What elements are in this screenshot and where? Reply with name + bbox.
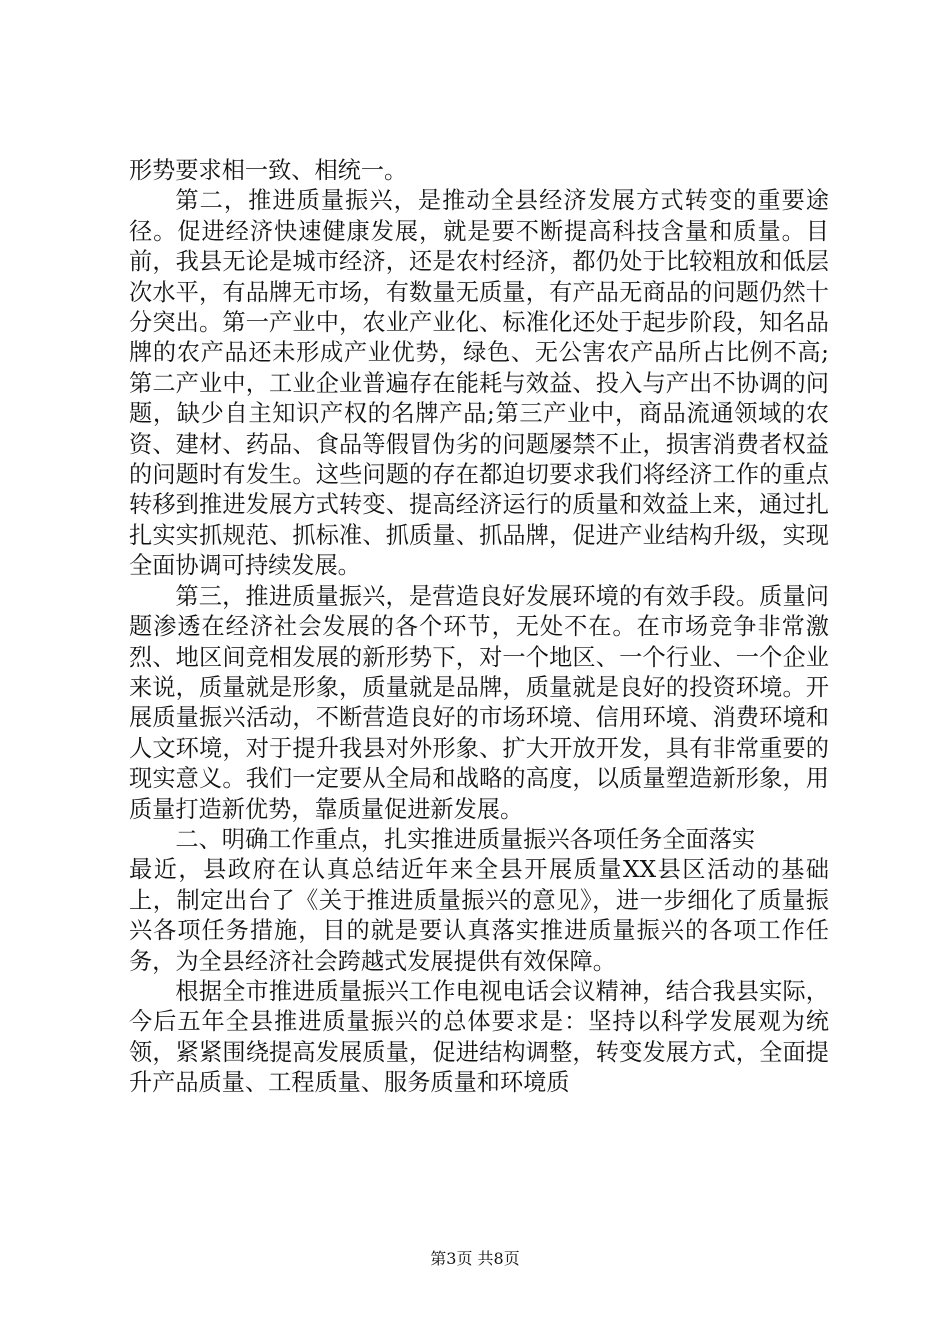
paragraph-1: 形势要求相一致、相统一。	[129, 157, 408, 184]
paragraph-4: 最近，县政府在认真总结近年来全县开展质量XX县区活动的基础上，制定出台了《关于推进质量振兴的意见》，进一步细化了质量振兴各项任务措施，目的就是要认真落实推进质量振兴的各项工作任务，为全县经济社会跨越式发展提供有效保障。	[129, 856, 829, 975]
paragraph-5: 根据全市推进质量振兴工作电视电话会议精神，结合我县实际，今后五年全县推进质量振兴的总体要求是：坚持以科学发展观为统领，紧紧围绕提高发展质量，促进结构调整，转变发展方式，全面提升产品质量、工程质量、服务质量和环境质	[129, 977, 829, 1097]
section-heading: 二、明确工作重点，扎实推进质量振兴各项任务全面落实	[175, 825, 756, 853]
paragraph-2: 第二，推进质量振兴，是推动全县经济发展方式转变的重要途径。促进经济快速健康发展，就是要不断提高科技含量和质量。目前，我县无论是城市经济，还是农村经济，都仍处于比较粗放和低层次水平，有品牌无市场，有数量无质量，有产品无商品的问题仍然十分突出。第一产业中，农业产业化、标准化还处于起步阶段，知名品牌的农产品还未形成产业优势，绿色、无公害农产品所占比例不高;第二产业中，工业企业普遍存在能耗与效益、投入与产出不协调的问题，缺少自主知识产权的名牌产品;第三产业中，商品流通领域的农资、建材、药品、食品等假冒伪劣的问题屡禁不止，损害消费者权益的问题时有发生。这些问题的存在都迫切要求我们将经济工作的重点转移到推进发展方式转变、提高经济运行的质量和效益上来，通过扎扎实实抓规范、抓标准、抓质量、抓品牌，促进产业结构升级，实现全面协调可持续发展。	[129, 187, 829, 580]
paragraph-3: 第三，推进质量振兴，是营造良好发展环境的有效手段。质量问题渗透在经济社会发展的各个环节，无处不在。在市场竞争非常激烈、地区间竞相发展的新形势下，对一个地区、一个行业、一个企业来说，质量就是形象，质量就是品牌，质量就是良好的投资环境。开展质量振兴活动，不断营造良好的市场环境、信用环境、消费环境和人文环境，对于提升我县对外形象、扩大开放开发，具有非常重要的现实意义。我们一定要从全局和战略的高度，以质量塑造新形象，用质量打造新优势，靠质量促进新发展。	[129, 582, 829, 823]
body-text	[129, 156, 829, 1099]
page-footer: 第3页 共8页	[430, 1249, 520, 1268]
